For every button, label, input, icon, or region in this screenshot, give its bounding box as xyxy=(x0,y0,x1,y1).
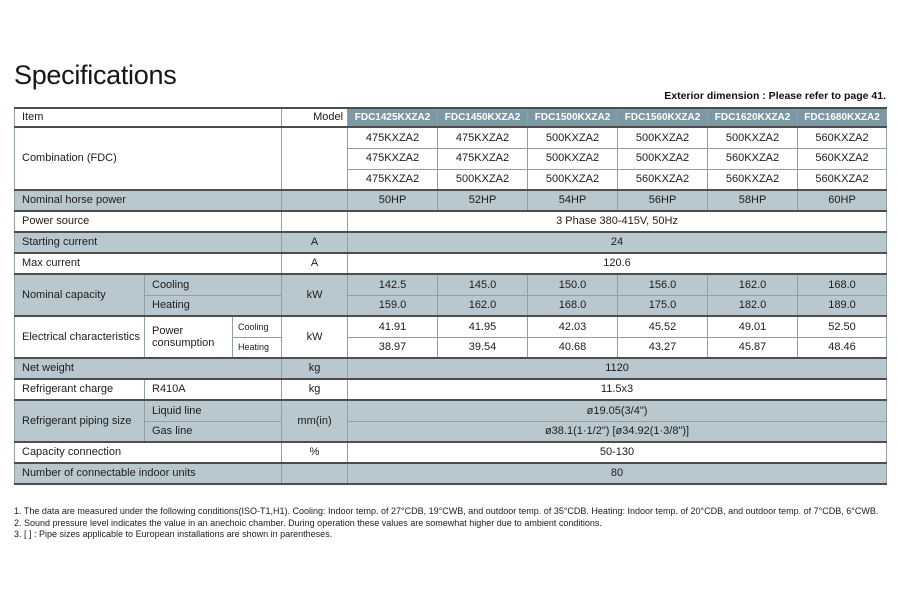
value-cell: 159.0 xyxy=(348,295,438,316)
footnotes xyxy=(14,506,888,541)
value-cell: 38.97 xyxy=(348,337,438,358)
model-column-header: FDC1560KXZA2 xyxy=(618,108,708,127)
value-cell: 500KXZA2 xyxy=(528,169,618,190)
unit-cell: kW xyxy=(282,316,348,358)
value-cell-span: 3 Phase 380-415V, 50Hz xyxy=(348,211,887,232)
page-title: Specifications xyxy=(14,60,177,90)
value-cell: 560KXZA2 xyxy=(708,148,798,169)
value-cell: 50HP xyxy=(348,190,438,211)
refrigerant-charge-row xyxy=(15,379,887,400)
value-cell: 41.95 xyxy=(438,316,528,337)
value-cell: 168.0 xyxy=(798,274,887,295)
model-header: Model xyxy=(282,108,348,127)
model-column-header: FDC1620KXZA2 xyxy=(708,108,798,127)
unit-cell: A xyxy=(282,232,348,253)
row-label-piping-size: Refrigerant piping size xyxy=(15,400,145,442)
footnote-1: 1. The data are measured under the following conditions(ISO-T1,H1). Cooling: Indoor temp. of 27°CDB, 19°CWB, and outdoor temp. of 35°CDB. Heating: Indoor temp. of 20°CDB, and outdoor temp. of 7°CDB, 6°CWB. xyxy=(14,506,879,516)
nominal-capacity-heating-row xyxy=(15,295,887,316)
value-cell: 182.0 xyxy=(708,295,798,316)
table-header-row xyxy=(15,108,887,127)
value-cell: 45.52 xyxy=(618,316,708,337)
row-label-max-current: Max current xyxy=(15,253,282,274)
model-column-header: FDC1500KXZA2 xyxy=(528,108,618,127)
unit-cell: mm(in) xyxy=(282,400,348,442)
value-cell: 168.0 xyxy=(528,295,618,316)
row-label-net-weight: Net weight xyxy=(15,358,282,379)
value-cell-span: 1120 xyxy=(348,358,887,379)
model-column-header: FDC1680KXZA2 xyxy=(798,108,887,127)
value-cell: 475KXZA2 xyxy=(438,127,528,148)
value-cell: 560KXZA2 xyxy=(798,148,887,169)
value-cell-span: ø19.05(3/4") xyxy=(348,400,887,421)
value-cell: 45.87 xyxy=(708,337,798,358)
value-cell: 560KXZA2 xyxy=(798,169,887,190)
row-label-electrical: Electrical characteristics xyxy=(15,316,145,358)
value-cell-span: 80 xyxy=(348,463,887,484)
model-column-header: FDC1450KXZA2 xyxy=(438,108,528,127)
value-cell: 52HP xyxy=(438,190,528,211)
value-cell: 150.0 xyxy=(528,274,618,295)
value-cell: 54HP xyxy=(528,190,618,211)
unit-cell-empty xyxy=(282,463,348,484)
value-cell: 162.0 xyxy=(438,295,528,316)
value-cell: 189.0 xyxy=(798,295,887,316)
electrical-cooling-row xyxy=(15,316,887,337)
row-label-starting-current: Starting current xyxy=(15,232,282,253)
sub-label-cooling: Cooling xyxy=(233,316,282,337)
sub-label-refrigerant-type: R410A xyxy=(145,379,282,400)
starting-current-row xyxy=(15,232,887,253)
value-cell-span: ø38.1(1·1/2") [ø34.92(1·3/8")] xyxy=(348,421,887,442)
sub-label-cooling: Cooling xyxy=(145,274,282,295)
sub-label-power-consumption: Power consumption xyxy=(145,316,233,358)
value-cell: 49.01 xyxy=(708,316,798,337)
row-label-power-source: Power source xyxy=(15,211,282,232)
value-cell: 156.0 xyxy=(618,274,708,295)
value-cell: 40.68 xyxy=(528,337,618,358)
sub-label-gas-line: Gas line xyxy=(145,421,282,442)
unit-cell: kg xyxy=(282,358,348,379)
nominal-capacity-cooling-row xyxy=(15,274,887,295)
value-cell: 145.0 xyxy=(438,274,528,295)
value-cell-span: 120.6 xyxy=(348,253,887,274)
unit-cell: % xyxy=(282,442,348,463)
value-cell: 500KXZA2 xyxy=(618,148,708,169)
value-cell: 560KXZA2 xyxy=(708,169,798,190)
footnote-3: 3. [ ] : Pipe sizes applicable to European installations are shown in parentheses. xyxy=(14,529,333,539)
exterior-dimension-note: Exterior dimension : Please refer to page 41. xyxy=(664,90,886,102)
value-cell: 56HP xyxy=(618,190,708,211)
power-source-row xyxy=(15,211,887,232)
footnote-2: 2. Sound pressure level indicates the value in an anechoic chamber. During operation these values are somewhat higher due to ambient conditions. xyxy=(14,517,602,528)
value-cell: 43.27 xyxy=(618,337,708,358)
value-cell: 175.0 xyxy=(618,295,708,316)
value-cell: 500KXZA2 xyxy=(528,127,618,148)
specifications-table xyxy=(14,107,887,485)
item-header: Item xyxy=(15,108,282,127)
value-cell: 58HP xyxy=(708,190,798,211)
value-cell-span: 11.5x3 xyxy=(348,379,887,400)
row-label-capacity-connection: Capacity connection xyxy=(15,442,282,463)
unit-cell: A xyxy=(282,253,348,274)
max-current-row xyxy=(15,253,887,274)
row-label-nominal-capacity: Nominal capacity xyxy=(15,274,145,316)
connectable-units-row xyxy=(15,463,887,484)
unit-cell-empty xyxy=(282,190,348,211)
value-cell: 42.03 xyxy=(528,316,618,337)
value-cell: 560KXZA2 xyxy=(618,169,708,190)
unit-cell-empty xyxy=(282,127,348,190)
value-cell: 500KXZA2 xyxy=(618,127,708,148)
value-cell: 162.0 xyxy=(708,274,798,295)
piping-liquid-row xyxy=(15,400,887,421)
unit-cell-empty xyxy=(282,211,348,232)
value-cell: 475KXZA2 xyxy=(348,169,438,190)
row-label-combination: Combination (FDC) xyxy=(15,127,282,190)
sub-label-heating: Heating xyxy=(233,337,282,358)
value-cell: 142.5 xyxy=(348,274,438,295)
unit-cell: kg xyxy=(282,379,348,400)
value-cell: 560KXZA2 xyxy=(798,127,887,148)
value-cell-span: 50-130 xyxy=(348,442,887,463)
row-label-horse-power: Nominal horse power xyxy=(15,190,282,211)
value-cell: 475KXZA2 xyxy=(438,148,528,169)
row-label-connectable-units: Number of connectable indoor units xyxy=(15,463,282,484)
value-cell: 41.91 xyxy=(348,316,438,337)
piping-gas-row xyxy=(15,421,887,442)
combination-row-1 xyxy=(15,127,887,148)
value-cell: 500KXZA2 xyxy=(528,148,618,169)
value-cell: 475KXZA2 xyxy=(348,127,438,148)
value-cell: 52.50 xyxy=(798,316,887,337)
value-cell: 48.46 xyxy=(798,337,887,358)
value-cell: 500KXZA2 xyxy=(438,169,528,190)
model-column-header: FDC1425KXZA2 xyxy=(348,108,438,127)
value-cell: 500KXZA2 xyxy=(708,127,798,148)
value-cell-span: 24 xyxy=(348,232,887,253)
sub-label-heating: Heating xyxy=(145,295,282,316)
value-cell: 60HP xyxy=(798,190,887,211)
row-label-refrigerant-charge: Refrigerant charge xyxy=(15,379,145,400)
sub-label-liquid-line: Liquid line xyxy=(145,400,282,421)
value-cell: 475KXZA2 xyxy=(348,148,438,169)
capacity-connection-row xyxy=(15,442,887,463)
unit-cell: kW xyxy=(282,274,348,316)
value-cell: 39.54 xyxy=(438,337,528,358)
horse-power-row xyxy=(15,190,887,211)
net-weight-row xyxy=(15,358,887,379)
